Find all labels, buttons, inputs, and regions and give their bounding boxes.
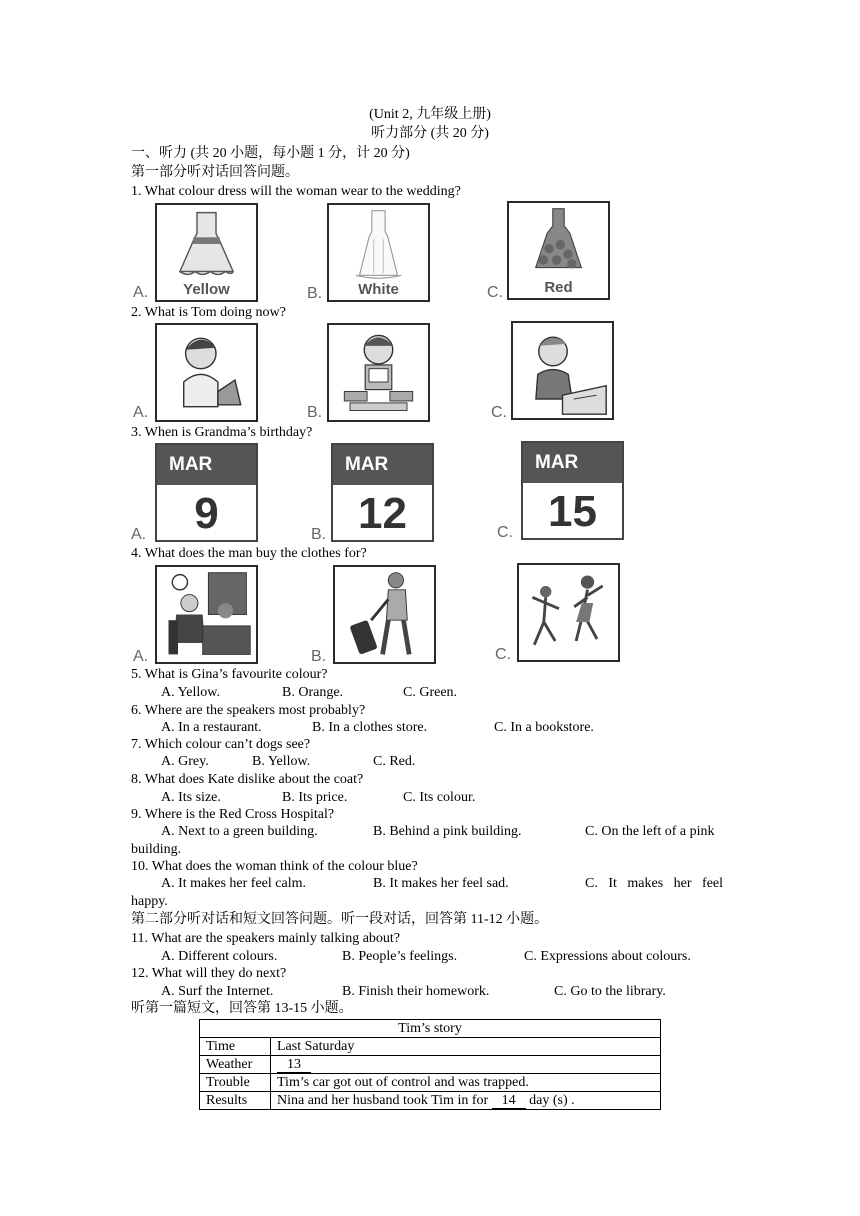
question-2: 2. What is Tom doing now? <box>131 305 286 320</box>
question-5: 5. What is Gina’s favourite colour? <box>131 667 328 682</box>
option-letter: B. <box>307 285 323 302</box>
section-title: 一、听力 (共 20 小题，每小题 1 分，计 20 分) <box>131 146 410 161</box>
option-b-image <box>327 203 430 302</box>
option-a: A. Next to a green building. <box>161 824 318 839</box>
calendar-b <box>331 443 434 542</box>
table-title-row <box>200 1020 661 1038</box>
option-b-image <box>333 565 436 664</box>
option-a: A. It makes her feel calm. <box>161 876 306 891</box>
table-row <box>200 1092 661 1110</box>
option-letter: A. <box>133 284 149 301</box>
option-a: A. Different colours. <box>161 949 278 964</box>
option-caption: Red <box>544 279 573 296</box>
unit-title: (Unit 2, 九年级上册) <box>369 107 491 122</box>
option-letter: C. <box>491 404 507 421</box>
row-value <box>271 1056 661 1074</box>
option-c: C. Its colour. <box>403 790 476 805</box>
row-value <box>271 1092 661 1110</box>
row-key: Time <box>200 1038 271 1056</box>
option-letter: B. <box>311 648 327 665</box>
option-letter: A. <box>133 404 149 421</box>
boy-writing-icon <box>513 323 612 418</box>
row-value: Tim’s car got out of control and was trapped. <box>271 1074 661 1092</box>
option-c-continued: building. <box>131 842 182 857</box>
passage1-instruction: 听第一篇短文，回答第 13-15 小题。 <box>131 1001 353 1016</box>
option-c: C. In a bookstore. <box>494 720 594 735</box>
question-1: 1. What colour dress will the woman wear to the wedding? <box>131 184 461 199</box>
option-a: A. Its size. <box>161 790 221 805</box>
option-b-image <box>327 323 430 422</box>
table-title: Tim’s story <box>200 1020 661 1038</box>
option-caption: Yellow <box>183 281 230 298</box>
option-c-image <box>511 321 614 420</box>
table-row <box>200 1038 661 1056</box>
option-c-image <box>507 201 610 300</box>
part1-instruction: 第一部分听对话回答问题。 <box>131 165 299 180</box>
calendar-c <box>521 441 624 540</box>
option-letter: A. <box>131 526 147 543</box>
calendar-day: 12 <box>358 489 407 538</box>
option-c: C. Go to the library. <box>554 984 666 999</box>
option-c: C. Expressions about colours. <box>524 949 691 964</box>
calendar-day: 15 <box>548 487 597 536</box>
calendar-month: MAR <box>333 445 432 485</box>
calendar-day: 9 <box>194 489 219 538</box>
row-value-post: day (s) . <box>525 1093 575 1108</box>
option-c-image <box>517 563 620 662</box>
option-b: B. Behind a pink building. <box>373 824 522 839</box>
part-title: 听力部分 (共 20 分) <box>371 126 489 141</box>
option-a-image <box>155 323 258 422</box>
row-value: Last Saturday <box>271 1038 661 1056</box>
option-b: B. Yellow. <box>252 754 311 769</box>
question-9: 9. Where is the Red Cross Hospital? <box>131 807 335 822</box>
question-11: 11. What are the speakers mainly talking about? <box>131 931 401 946</box>
calendar-a <box>155 443 258 542</box>
tims-story-table <box>199 1019 661 1110</box>
option-letter: B. <box>311 526 327 543</box>
question-7: 7. Which colour can’t dogs see? <box>131 737 311 752</box>
option-a: A. Yellow. <box>161 685 220 700</box>
option-a: A. Surf the Internet. <box>161 984 274 999</box>
option-a: A. In a restaurant. <box>161 720 262 735</box>
option-b: B. Finish their homework. <box>342 984 490 999</box>
option-c: C. On the left of a pink <box>585 824 715 839</box>
option-c: C. It makes her feel <box>585 876 724 891</box>
row-key: Weather <box>200 1056 271 1074</box>
part2-instruction: 第二部分听对话和短文回答问题。听一段对话，回答第 11-12 小题。 <box>131 912 549 927</box>
calendar-month: MAR <box>157 445 256 485</box>
option-b: B. In a clothes store. <box>312 720 428 735</box>
question-3: 3. When is Grandma’s birthday? <box>131 425 313 440</box>
option-b: B. Its price. <box>282 790 348 805</box>
table-row <box>200 1074 661 1092</box>
answer-blank-14[interactable]: 14 <box>492 1094 526 1109</box>
option-letter: B. <box>307 404 323 421</box>
question-12: 12. What will they do next? <box>131 966 287 981</box>
question-6: 6. Where are the speakers most probably? <box>131 703 366 718</box>
option-c-continued: happy. <box>131 894 168 909</box>
option-letter: C. <box>487 284 503 301</box>
option-c: C. Red. <box>373 754 416 769</box>
option-a-image <box>155 203 258 302</box>
boy-reading-icon <box>329 325 428 420</box>
option-c: C. Green. <box>403 685 458 700</box>
answer-blank-13[interactable]: 13 <box>277 1058 311 1073</box>
row-key: Results <box>200 1092 271 1110</box>
calendar-month: MAR <box>523 443 622 483</box>
option-letter: C. <box>497 524 513 541</box>
people-dancing-icon <box>519 565 618 660</box>
option-a-image <box>155 565 258 664</box>
option-b: B. Orange. <box>282 685 344 700</box>
option-letter: A. <box>133 648 149 665</box>
boy-using-laptop-icon <box>157 325 256 420</box>
option-a: A. Grey. <box>161 754 209 769</box>
option-caption: White <box>358 281 399 298</box>
man-travelling-icon <box>335 567 434 662</box>
option-b: B. It makes her feel sad. <box>373 876 509 891</box>
row-key: Trouble <box>200 1074 271 1092</box>
question-8: 8. What does Kate dislike about the coat? <box>131 772 364 787</box>
option-b: B. People’s feelings. <box>342 949 458 964</box>
question-10: 10. What does the woman think of the colour blue? <box>131 859 418 874</box>
row-value-pre: Nina and her husband took Tim in for <box>277 1093 492 1108</box>
question-4: 4. What does the man buy the clothes for? <box>131 546 367 561</box>
man-at-desk-icon <box>157 567 256 662</box>
option-letter: C. <box>495 646 511 663</box>
table-row <box>200 1056 661 1074</box>
